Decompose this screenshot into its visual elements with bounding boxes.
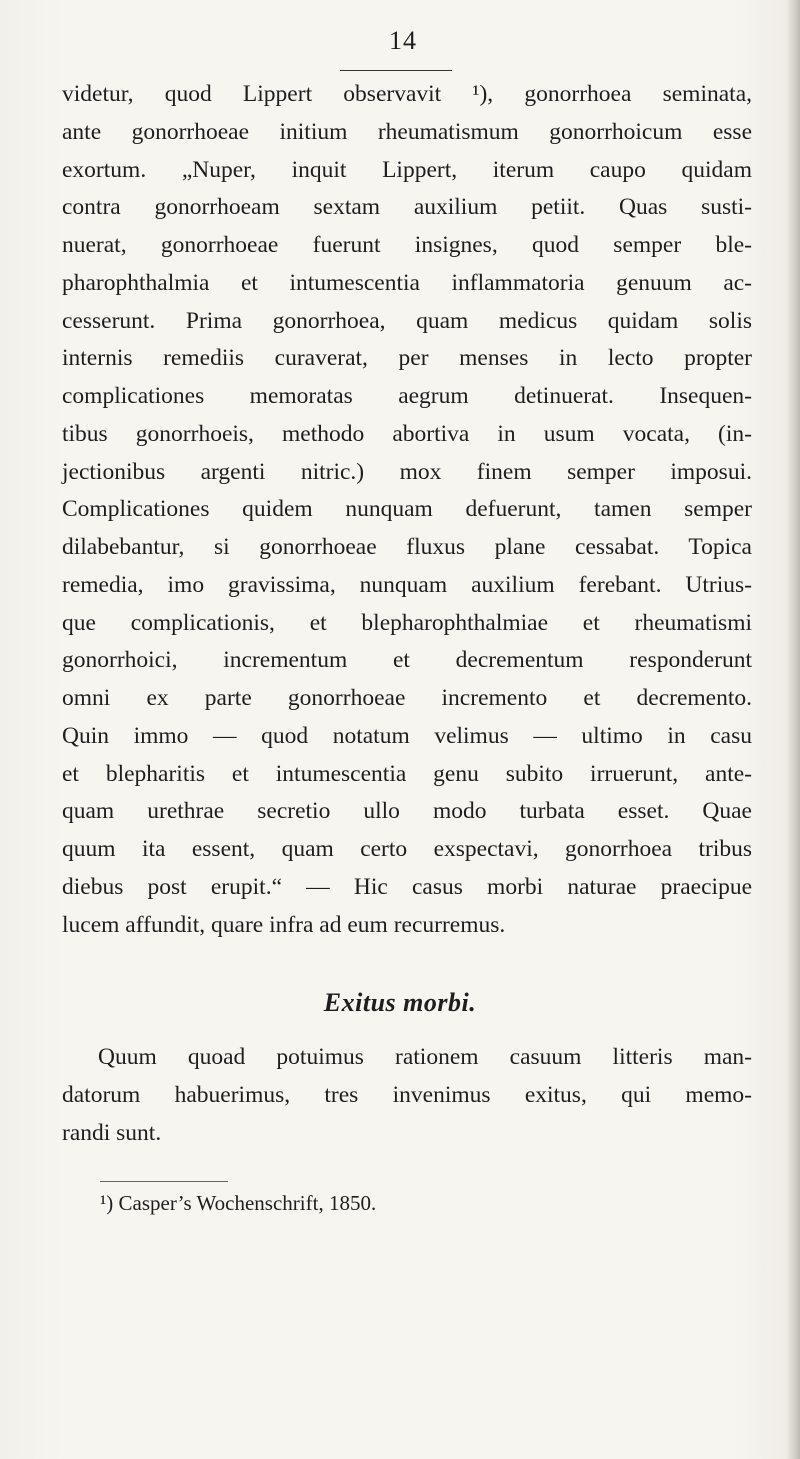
section-heading: Exitus morbi. (323, 988, 477, 1017)
footnote: ¹) Casper’s Wochenschrift, 1850. (100, 1191, 377, 1215)
footnote-rule (100, 1181, 228, 1182)
page-number: 14 (389, 26, 417, 55)
text-line: lucem affundit, quare infra ad eum recurremus. (62, 911, 506, 938)
text-line: pharophthalmia et intumescentia inflammatoria genuum ac- (62, 269, 752, 296)
paragraph-1 (62, 76, 752, 944)
text-line: jectionibus argenti nitric.) mox finem semper imposui. (62, 458, 752, 485)
text-line: cesserunt. Prima gonorrhoea, quam medicus quidam solis (62, 307, 752, 334)
text-line: que complicationis, et blepharophthalmiae et rheumatismi (62, 609, 752, 636)
text-line: et blepharitis et intumescentia genu subito irruerunt, ante- (62, 760, 752, 787)
page-edge-shadow (786, 0, 800, 1459)
text-line: ante gonorrhoeae initium rheumatismum gonorrhoicum esse (62, 118, 752, 145)
text-line: videtur, quod Lippert observavit ¹), gonorrhoea seminata, (62, 81, 752, 107)
text-line: contra gonorrhoeam sextam auxilium petiit. Quas susti- (62, 194, 752, 221)
text-line: tibus gonorrhoeis, methodo abortiva in usum vocata, (in- (62, 420, 752, 447)
text-line: dilabebantur, si gonorrhoeae fluxus plane cessabat. Topica (62, 534, 752, 560)
text-line: Complicationes quidem nunquam defuerunt, tamen semper (62, 496, 752, 523)
text-line: datorum habuerimus, tres invenimus exitus, qui memo- (62, 1081, 752, 1108)
text-line: complicationes memoratas aegrum detinuerat. Insequen- (62, 383, 752, 409)
text-line: Quin immo — quod notatum velimus — ultimo in casu (62, 722, 752, 749)
header-rule (340, 70, 452, 71)
text-line: quam urethrae secretio ullo modo turbata esset. Quae (62, 798, 752, 825)
text-line: omni ex parte gonorrhoeae incremento et decremento. (62, 685, 752, 711)
text-line: gonorrhoici, incrementum et decrementum responderunt (62, 647, 752, 674)
text-line: exortum. „Nuper, inquit Lippert, iterum caupo quidam (62, 156, 752, 183)
text-line: randi sunt. (62, 1119, 162, 1146)
text-line: diebus post erupit.“ — Hic casus morbi naturae praecipue (62, 873, 752, 900)
text-line: Quum quoad potuimus rationem casuum litteris man- (98, 1044, 752, 1070)
text-line: remedia, imo gravissima, nunquam auxilium ferebant. Utrius- (62, 571, 752, 598)
text-line: quum ita essent, quam certo exspectavi, gonorrhoea tribus (62, 836, 752, 862)
paragraph-2 (62, 1039, 752, 1152)
text-line: internis remediis curaverat, per menses in lecto propter (62, 345, 752, 372)
text-line: nuerat, gonorrhoeae fuerunt insignes, quod semper ble- (62, 232, 752, 258)
